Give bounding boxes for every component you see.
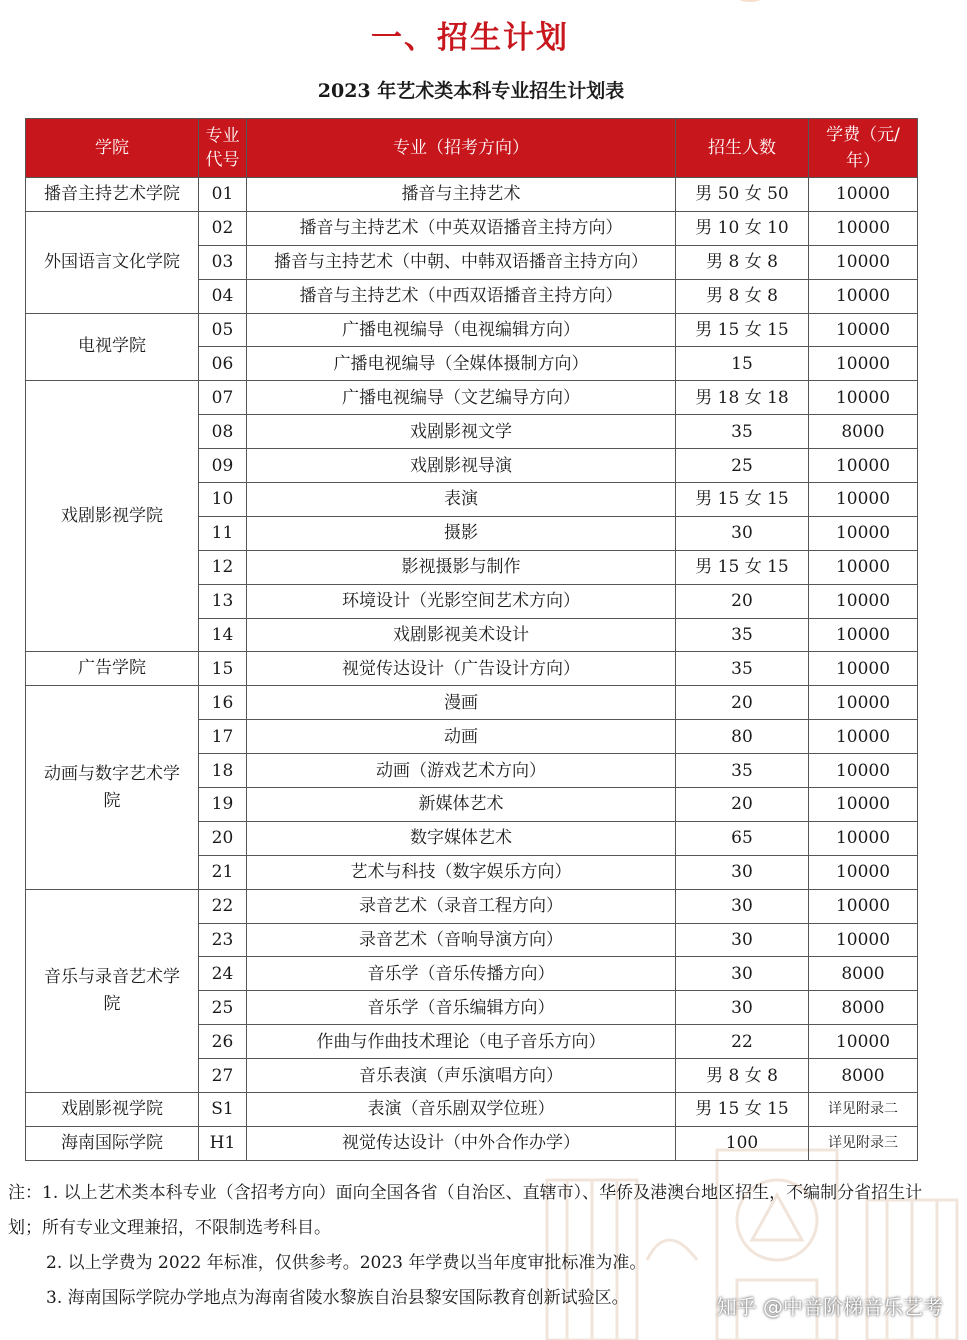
tuition-cell: 10000 xyxy=(809,279,918,313)
college-cell: 电视学院 xyxy=(26,313,199,381)
major-cell: 广播电视编导（电视编辑方向） xyxy=(247,313,676,347)
enrollment-count-cell: 20 xyxy=(676,788,809,822)
enrollment-count-cell: 80 xyxy=(676,720,809,754)
tuition-cell: 10000 xyxy=(809,686,918,720)
enrollment-count-cell: 20 xyxy=(676,686,809,720)
major-code-cell: 27 xyxy=(199,1059,247,1093)
major-code-cell: 17 xyxy=(199,720,247,754)
tuition-cell: 10000 xyxy=(809,720,918,754)
enrollment-count-cell: 男 15 女 15 xyxy=(676,1093,809,1127)
major-code-cell: 15 xyxy=(199,652,247,686)
tuition-cell: 10000 xyxy=(809,754,918,788)
major-code-cell: 13 xyxy=(199,584,247,618)
major-cell: 视觉传达设计（广告设计方向） xyxy=(247,652,676,686)
enrollment-count-cell: 男 18 女 18 xyxy=(676,381,809,415)
major-cell: 录音艺术（录音工程方向） xyxy=(247,889,676,923)
major-code-cell: 02 xyxy=(199,211,247,245)
major-cell: 播音与主持艺术（中朝、中韩双语播音主持方向） xyxy=(247,245,676,279)
table-row xyxy=(26,178,918,212)
enrollment-count-cell: 15 xyxy=(676,347,809,381)
tuition-cell: 8000 xyxy=(809,415,918,449)
enrollment-count-cell: 20 xyxy=(676,584,809,618)
enrollment-count-cell: 65 xyxy=(676,821,809,855)
tuition-cell: 10000 xyxy=(809,211,918,245)
major-cell: 环境设计（光影空间艺术方向） xyxy=(247,584,676,618)
table-row xyxy=(26,313,918,347)
major-code-cell: 23 xyxy=(199,923,247,957)
tuition-cell: 10000 xyxy=(809,618,918,652)
college-cell: 外国语言文化学院 xyxy=(26,211,199,313)
table-body xyxy=(26,178,918,1161)
table-row xyxy=(26,652,918,686)
major-cell: 视觉传达设计（中外合作办学） xyxy=(247,1126,676,1160)
major-code-cell: 24 xyxy=(199,957,247,991)
major-code-cell: 18 xyxy=(199,754,247,788)
college-cell: 戏剧影视学院 xyxy=(26,381,199,652)
major-code-cell: 12 xyxy=(199,550,247,584)
enrollment-count-cell: 男 10 女 10 xyxy=(676,211,809,245)
table-row xyxy=(26,686,918,720)
major-code-cell: 19 xyxy=(199,788,247,822)
tuition-cell: 10000 xyxy=(809,449,918,483)
tuition-cell: 10000 xyxy=(809,516,918,550)
college-cell: 戏剧影视学院 xyxy=(26,1093,199,1127)
tuition-cell: 8000 xyxy=(809,957,918,991)
enrollment-count-cell: 30 xyxy=(676,889,809,923)
major-cell: 动画 xyxy=(247,720,676,754)
major-code-cell: 06 xyxy=(199,347,247,381)
table-row xyxy=(26,1126,918,1160)
major-cell: 影视摄影与制作 xyxy=(247,550,676,584)
enrollment-count-cell: 30 xyxy=(676,516,809,550)
major-code-cell: 25 xyxy=(199,991,247,1025)
major-code-cell: 14 xyxy=(199,618,247,652)
major-cell: 广播电视编导（全媒体摄制方向） xyxy=(247,347,676,381)
enrollment-count-cell: 35 xyxy=(676,652,809,686)
enrollment-count-cell: 男 50 女 50 xyxy=(676,178,809,212)
tuition-cell: 10000 xyxy=(809,178,918,212)
major-cell: 音乐学（音乐传播方向） xyxy=(247,957,676,991)
tuition-cell: 10000 xyxy=(809,788,918,822)
tuition-cell: 10000 xyxy=(809,1025,918,1059)
header-tuition: 学费（元/年） xyxy=(809,119,918,178)
enrollment-count-cell: 35 xyxy=(676,754,809,788)
enrollment-plan-table xyxy=(25,118,918,1161)
major-code-cell: 07 xyxy=(199,381,247,415)
enrollment-count-cell: 25 xyxy=(676,449,809,483)
header-enrollment-count: 招生人数 xyxy=(676,119,809,178)
tuition-cell: 10000 xyxy=(809,381,918,415)
header-college: 学院 xyxy=(26,119,199,178)
decorative-arc xyxy=(720,0,780,2)
tuition-cell: 10000 xyxy=(809,923,918,957)
tuition-cell: 8000 xyxy=(809,1059,918,1093)
table-row xyxy=(26,889,918,923)
enrollment-count-cell: 100 xyxy=(676,1126,809,1160)
major-code-cell: 10 xyxy=(199,483,247,517)
major-cell: 新媒体艺术 xyxy=(247,788,676,822)
enrollment-count-cell: 22 xyxy=(676,1025,809,1059)
header-major-code: 专业代号 xyxy=(199,119,247,178)
major-cell: 录音艺术（音响导演方向） xyxy=(247,923,676,957)
major-cell: 音乐学（音乐编辑方向） xyxy=(247,991,676,1025)
tuition-cell: 详见附录三 xyxy=(809,1126,918,1160)
major-code-cell: 03 xyxy=(199,245,247,279)
major-cell: 漫画 xyxy=(247,686,676,720)
college-cell: 广告学院 xyxy=(26,652,199,686)
table-row xyxy=(26,1093,918,1127)
enrollment-count-cell: 男 15 女 15 xyxy=(676,483,809,517)
major-cell: 表演 xyxy=(247,483,676,517)
note-1: 注：1. 以上艺术类本科专业（含招考方向）面向全国各省（自治区、直辖市）、华侨及港澳台地区招生，不编制分省招生计划；所有专业文理兼招，不限制选考科目。 xyxy=(8,1183,923,1238)
major-code-cell: 01 xyxy=(199,178,247,212)
major-code-cell: 05 xyxy=(199,313,247,347)
major-cell: 播音与主持艺术 xyxy=(247,178,676,212)
enrollment-count-cell: 男 15 女 15 xyxy=(676,313,809,347)
major-code-cell: 04 xyxy=(199,279,247,313)
enrollment-count-cell: 30 xyxy=(676,855,809,889)
tuition-cell: 10000 xyxy=(809,821,918,855)
major-cell: 音乐表演（声乐演唱方向） xyxy=(247,1059,676,1093)
tuition-cell: 10000 xyxy=(809,889,918,923)
major-code-cell: 22 xyxy=(199,889,247,923)
enrollment-count-cell: 男 8 女 8 xyxy=(676,245,809,279)
tuition-cell: 10000 xyxy=(809,313,918,347)
major-cell: 作曲与作曲技术理论（电子音乐方向） xyxy=(247,1025,676,1059)
major-cell: 表演（音乐剧双学位班） xyxy=(247,1093,676,1127)
tuition-cell: 10000 xyxy=(809,347,918,381)
major-cell: 数字媒体艺术 xyxy=(247,821,676,855)
major-cell: 戏剧影视文学 xyxy=(247,415,676,449)
table-header-row xyxy=(26,119,918,178)
major-code-cell: H1 xyxy=(199,1126,247,1160)
tuition-cell: 详见附录二 xyxy=(809,1093,918,1127)
major-code-cell: S1 xyxy=(199,1093,247,1127)
major-cell: 艺术与科技（数字娱乐方向） xyxy=(247,855,676,889)
major-code-cell: 16 xyxy=(199,686,247,720)
tuition-cell: 10000 xyxy=(809,855,918,889)
enrollment-count-cell: 35 xyxy=(676,415,809,449)
major-cell: 广播电视编导（文艺编导方向） xyxy=(247,381,676,415)
major-code-cell: 09 xyxy=(199,449,247,483)
major-cell: 播音与主持艺术（中英双语播音主持方向） xyxy=(247,211,676,245)
section-heading: 一、招生计划 xyxy=(371,20,569,56)
table-row xyxy=(26,211,918,245)
tuition-cell: 10000 xyxy=(809,550,918,584)
enrollment-count-cell: 男 15 女 15 xyxy=(676,550,809,584)
major-cell: 戏剧影视导演 xyxy=(247,449,676,483)
note-3: 3. 海南国际学院办学地点为海南省陵水黎族自治县黎安国际教育创新试验区。 xyxy=(46,1288,629,1308)
college-cell: 动画与数字艺术学院 xyxy=(26,686,199,889)
major-code-cell: 11 xyxy=(199,516,247,550)
major-cell: 播音与主持艺术（中西双语播音主持方向） xyxy=(247,279,676,313)
major-code-cell: 21 xyxy=(199,855,247,889)
college-cell: 海南国际学院 xyxy=(26,1126,199,1160)
note-2: 2. 以上学费为 2022 年标准，仅供参考。2023 年学费以当年度审批标准为准。 xyxy=(46,1253,647,1273)
enrollment-count-cell: 30 xyxy=(676,923,809,957)
tuition-cell: 10000 xyxy=(809,483,918,517)
tuition-cell: 10000 xyxy=(809,584,918,618)
major-code-cell: 20 xyxy=(199,821,247,855)
source-watermark: 知乎 @中音阶梯音乐艺考 xyxy=(716,1295,943,1319)
tuition-cell: 10000 xyxy=(809,245,918,279)
major-cell: 摄影 xyxy=(247,516,676,550)
major-code-cell: 26 xyxy=(199,1025,247,1059)
college-cell: 音乐与录音艺术学院 xyxy=(26,889,199,1092)
enrollment-count-cell: 男 8 女 8 xyxy=(676,279,809,313)
major-cell: 动画（游戏艺术方向） xyxy=(247,754,676,788)
table-row xyxy=(26,381,918,415)
college-cell: 播音主持艺术学院 xyxy=(26,178,199,212)
enrollment-count-cell: 35 xyxy=(676,618,809,652)
enrollment-count-cell: 30 xyxy=(676,991,809,1025)
enrollment-count-cell: 男 8 女 8 xyxy=(676,1059,809,1093)
header-major: 专业（招考方向） xyxy=(247,119,676,178)
major-cell: 戏剧影视美术设计 xyxy=(247,618,676,652)
table-title: 2023 年艺术类本科专业招生计划表 xyxy=(317,80,625,102)
tuition-cell: 10000 xyxy=(809,652,918,686)
enrollment-count-cell: 30 xyxy=(676,957,809,991)
major-code-cell: 08 xyxy=(199,415,247,449)
tuition-cell: 8000 xyxy=(809,991,918,1025)
